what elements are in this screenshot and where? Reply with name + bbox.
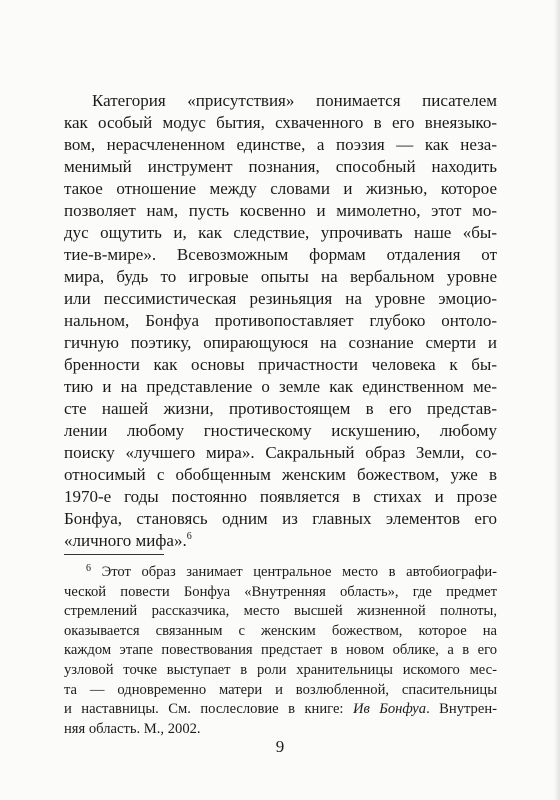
footnote-first-line-text: Этот образ занимает центральное место в автобиографи- [101,564,497,580]
text-line: мира, будь то игровые опыты на вербальном уровне [64,267,497,286]
last-line-text: «личного мифа». [64,531,187,550]
footnote-line-last: няя область. М., 2002. [64,720,201,737]
footnote [64,563,497,739]
text-line: гичную поэтику, опирающуюся на сознание смерти и [64,333,497,352]
text-line: тие-в-мире». Всевозможным формам отдаления от [64,245,497,264]
footnote-text: и наставницы. См. послесловие в книге: [64,701,353,718]
author-name-italic: Ив Бонфуа [352,701,427,718]
footnote-line: оказывается связанным с женским божеством, которое на [64,622,497,639]
text-line: нальном, Бонфуа противопоставляет глубоко онтоло- [64,311,497,330]
footnote-line: стремлений рассказчика, место высшей жизненной полноты, [64,603,497,620]
text-line: вом, нерасчлененном единстве, а поэзия — как неза- [64,135,497,154]
footnote-line [64,700,497,720]
footnote-marker: 6 [86,563,91,574]
text-line: лении любому гностическому искушению, любому [64,421,497,440]
text-line: дус ощутить и, как следствие, упрочивать наше «бы- [64,223,497,242]
text-line: или пессимистическая резиньяция на уровне эмоцио- [64,289,497,308]
text-line: бренности как основы причастности человека к бы- [64,355,497,374]
text-line: сте нашей жизни, противостоящем в его представ- [64,399,497,418]
text-line: Категория «присутствия» понимается писателем [92,91,497,110]
page-edge-shadow [554,0,560,800]
text-line: менимый инструмент познания, способный находить [64,157,497,176]
text-line: 1970-е годы постоянно появляется в стихах и прозе [64,487,497,506]
body-paragraph [64,90,497,552]
page-number: 9 [275,737,285,756]
text-line: такое отношение между словами и жизнью, которое [64,179,497,198]
footnote-divider [64,554,164,555]
text-line: как особый модус бытия, схваченного в его внеязыко- [64,113,497,132]
footnote-reference[interactable]: 6 [186,531,192,542]
footnote-line [64,563,497,583]
text-line: позволяет нам, пусть косвенно и мимолетно, этот мо- [64,201,497,220]
footnote-line: та — одновременно матери и возлюбленной, спасительницы [64,681,497,698]
text-line-last [64,530,497,552]
footnote-line: ческой повести Бонфуа «Внутренняя область», где предмет [64,583,497,600]
text-line: Бонфуа, становясь одним из главных элементов его [64,509,497,528]
footnote-text: . Внутрен- [426,701,497,718]
text-line: тию и на представление о земле как единственном ме- [64,377,497,396]
text-line: относимый с обобщенным женским божеством, уже в [64,465,497,484]
text-line: поиску «лучшего мира». Сакральный образ Земли, со- [64,443,497,462]
footnote-line: узловой точке выступает в роли хранительницы искомого мес- [64,661,497,678]
footnote-line: каждом этапе повествования предстает в новом облике, а в его [64,642,497,659]
